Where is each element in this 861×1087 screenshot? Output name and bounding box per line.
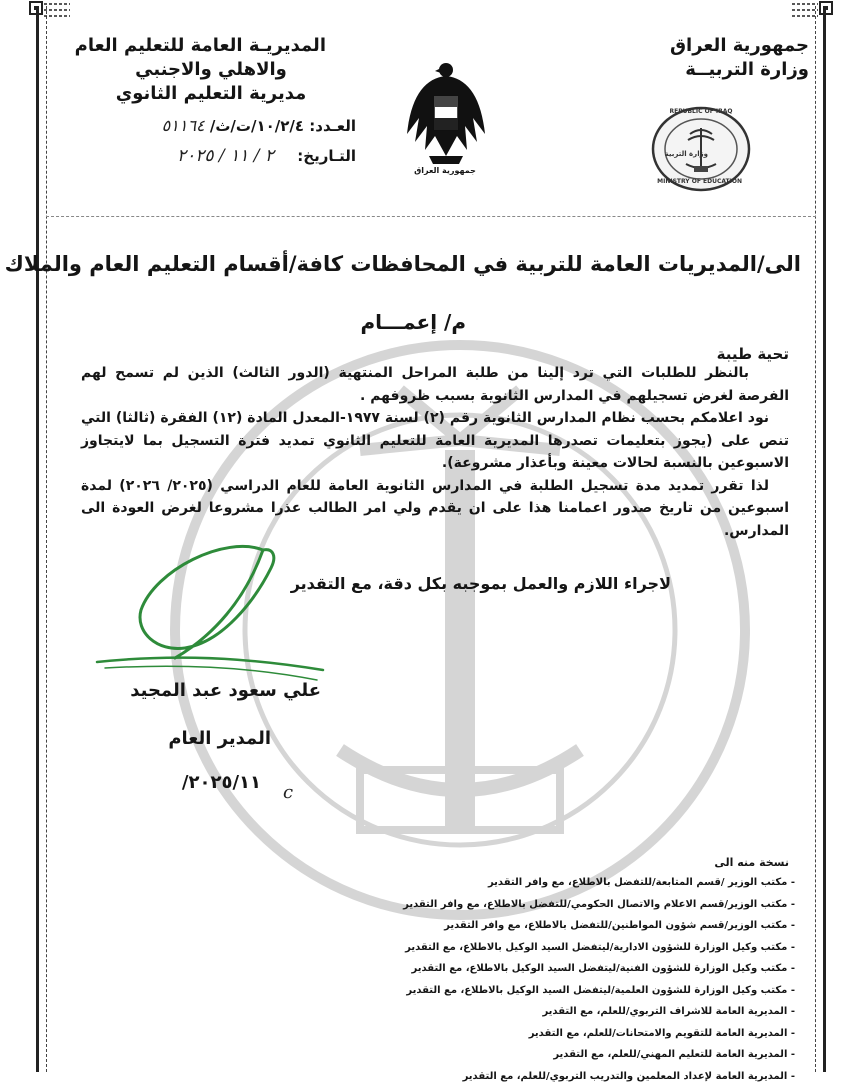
copy-recipient: - مكتب الوزير /قسم المتابعة/للتفضل بالاطلاع، مع وافر التقدير — [403, 872, 795, 894]
copy-recipient: - مكتب الوزير/قسم شؤون المواطنين/للتفضل بالاطلاع، مع وافر التقدير — [403, 915, 795, 937]
signatory-title: المدير العام — [168, 728, 271, 749]
body-paragraph-1: بالنظر للطلبات التي ترد إلينا من طلبة المراحل المنتهية (الدور الثالث) الذين لم تسمح لهم الفرصة لغرض تسجيلهم في المدارس الثانوية بسبب ظروفهم . — [81, 362, 789, 407]
header-directorate-line-1: المديريـة العامة للتعليم العام — [96, 34, 326, 58]
copy-recipient: - مكتب وكيل الوزارة للشؤون الفنية/ليتفضل السيد الوكيل بالاطلاع، مع التقدير — [403, 958, 795, 980]
letter-body — [81, 362, 789, 542]
header-country-line: جمهورية العراق — [670, 34, 809, 58]
copy-recipient: - مكتب وكيل الوزارة للشؤون الادارية/ليتفضل السيد الوكيل بالاطلاع، مع التقدير — [403, 937, 795, 959]
greeting: تحية طيبة — [717, 345, 789, 363]
copy-recipient: - مكتب الوزير/قسم الاعلام والاتصال الحكومي/للتفضل بالاطلاع، مع وافر التقدير — [403, 894, 795, 916]
copy-recipient: - المديرية العامة للاشراف التربوي/للعلم، مع التقدير — [403, 1001, 795, 1023]
letter-date-value: ٢ / ١١ / ٢٠٢٥ — [177, 146, 274, 166]
body-paragraph-3: لذا تقرر تمديد مدة تسجيل الطلبة في المدارس الثانوية العامة للعام الدراسي (٢٠٢٥/ ٢٠٢٦) لمدة اسبوعين من تاريخ صدور اعمامنا هذا على ان يقدم ولي امر الطالب عذرا مشروعا لغرض العودة الى المدارس. — [81, 475, 789, 543]
corner-ornament-right — [790, 0, 834, 24]
copy-recipient: - مكتب وكيل الوزارة للشؤون العلمية/ليتفضل السيد الوكيل بالاطلاع، مع التقدير — [403, 980, 795, 1002]
iraq-eagle-emblem-icon — [405, 56, 487, 178]
header-divider — [46, 216, 816, 217]
body-paragraph-2: نود اعلامكم بحسب نظام المدارس الثانوية رقم (٢) لسنة ١٩٧٧-المعدل المادة (١٢) الفقرة (ثالثا) التي تنص على (يجوز بتعليمات تصدرها المديرية العامة للتعليم الثانوي تمديد فترة التسجيل بما لايتجاوز الاسبوعين بالنسبة لحالات معينة وبأعذار مشروعة). — [81, 407, 789, 475]
reference-number-value: ٥١١٦٤ — [162, 116, 205, 135]
corner-ornament-left — [28, 0, 72, 24]
handwritten-signature-icon — [95, 540, 325, 690]
copies-heading: نسخة منه الى — [714, 856, 789, 869]
header-country — [670, 34, 809, 82]
recipient-line: الى/المديريات العامة للتربية في المحافظات كافة/أقسام التعليم العام والملاك — [5, 252, 801, 276]
copy-recipient: - المديرية العامة للتعليم المهني/للعلم، مع التقدير — [403, 1044, 795, 1066]
copy-recipient: - المديرية العامة لإعداد المعلمين والتدريب التربوي/للعلم، مع التقدير — [403, 1066, 795, 1087]
copy-recipient: - المديرية العامة للتقويم والامتحانات/للعلم، مع التقدير — [403, 1023, 795, 1045]
header-ministry-line: وزارة التربيــة — [670, 58, 809, 82]
header-directorate — [96, 34, 326, 106]
seal-text-bottom: MINISTRY OF EDUCATION — [660, 178, 742, 185]
seal-text-top: REPUBLIC OF IRAQ — [660, 108, 742, 115]
seal-text-arabic: وزارة التربية — [668, 150, 708, 158]
signature-date-mark: c — [283, 782, 293, 803]
emblem-caption: جمهورية العراق — [410, 166, 480, 175]
signatory-name: علي سعود عبد المجيد — [130, 680, 321, 701]
closing-line: لاجراء اللازم والعمل بموجبه بكل دقة، مع التقدير — [291, 574, 671, 593]
copies-list — [403, 872, 795, 1087]
reference-number — [162, 116, 356, 135]
header-directorate-line-2: والاهلي والاجنبي — [96, 58, 326, 82]
subject-line: م/ إعمـــام — [360, 310, 466, 334]
signature-date: ٢٠٢٥/١١/ — [182, 772, 261, 793]
letter-date-label: التـاريخ: — [297, 147, 356, 165]
header-directorate-line-3: مديرية التعليم الثانوي — [96, 82, 326, 106]
reference-number-label: العـدد: ١٠/٢/٤/ت/ث/ — [210, 117, 356, 135]
letter-date — [177, 146, 356, 166]
